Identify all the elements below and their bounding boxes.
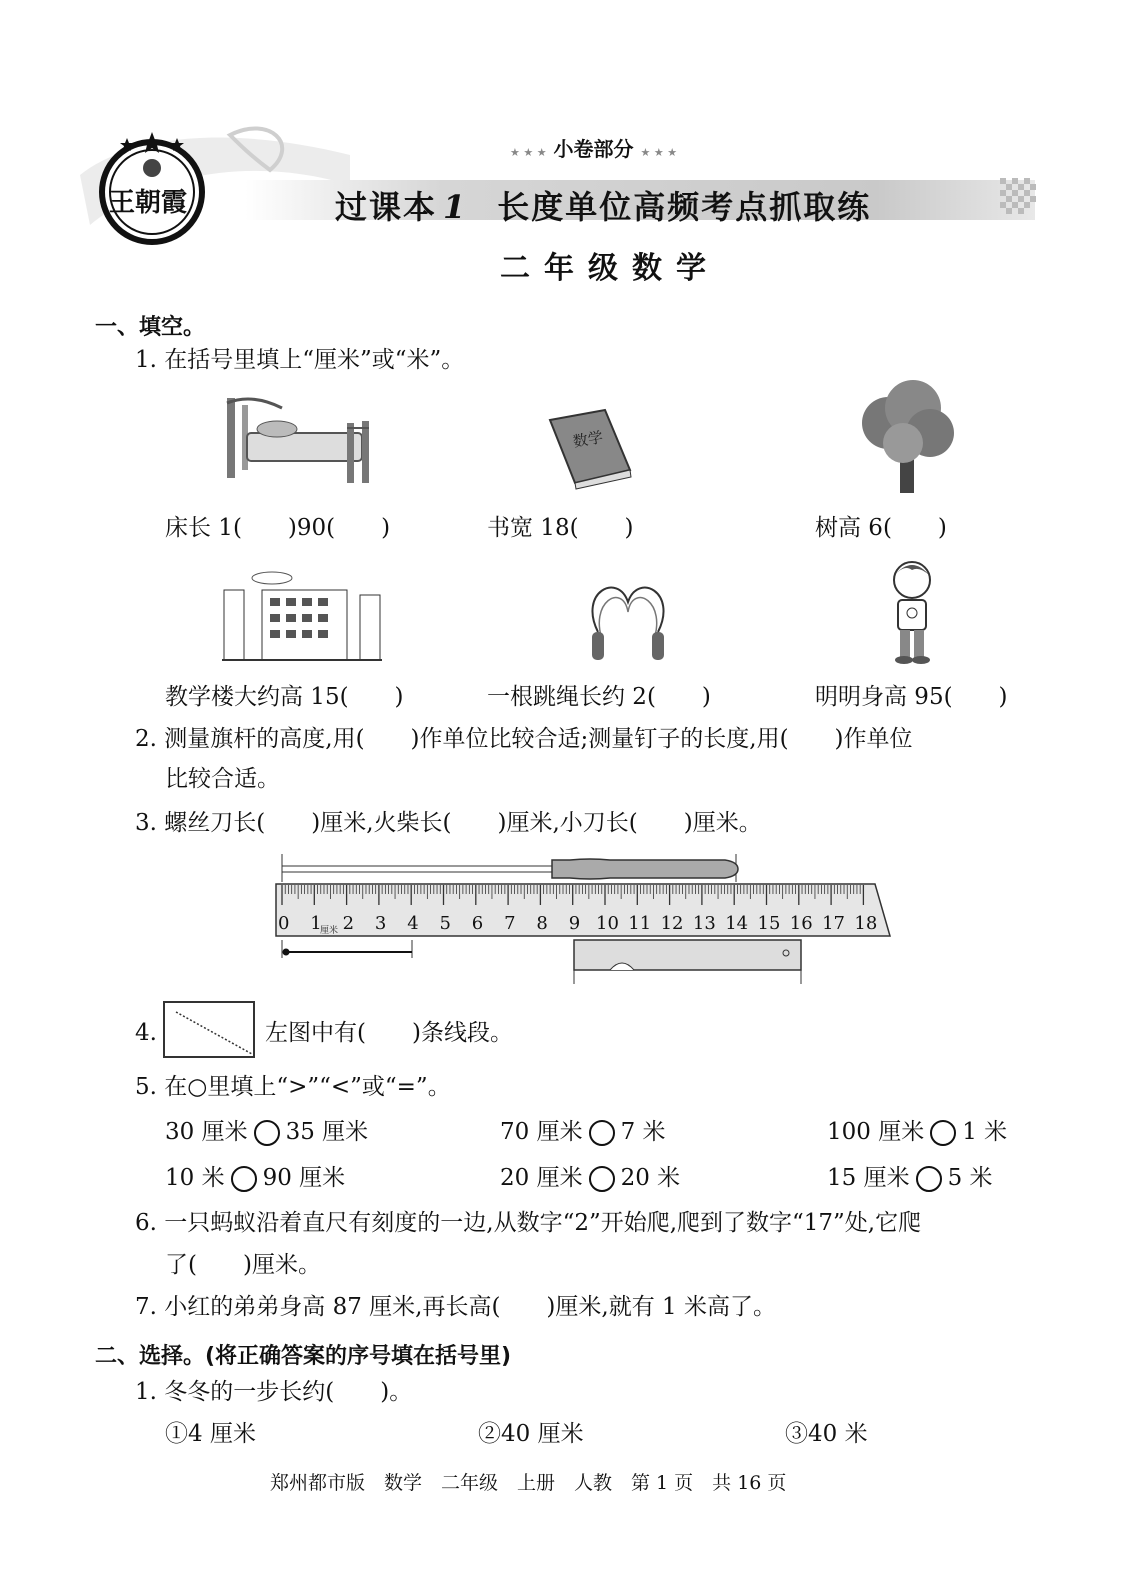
ruler-tick-label: 18 <box>854 913 878 934</box>
page-footer: 郑州都市版 数学 二年级 上册 人教 第 1 页 共 16 页 <box>270 1472 787 1494</box>
screwdriver-icon <box>282 854 738 882</box>
s2-q1-prompt: 1. 冬冬的一步长约( )。 <box>135 1379 413 1405</box>
page-title: 过课本 1 长度单位高频考点抓取练 <box>335 188 872 226</box>
ruler-tick-label: 15 <box>757 913 781 934</box>
compare-circle[interactable] <box>589 1166 615 1192</box>
ruler-figure <box>270 852 895 987</box>
compare-circle[interactable] <box>930 1120 956 1146</box>
q2-line1: 2. 测量旗杆的高度,用( )作单位比较合适;测量钉子的长度,用( )作单位 <box>135 726 913 752</box>
s2-q1-option-3: ③40 米 <box>785 1421 868 1447</box>
q1-prompt: 1. 在括号里填上“厘米”或“米”。 <box>135 347 465 373</box>
logo-text: 王朝霞 <box>109 188 188 218</box>
compare-circle[interactable] <box>254 1120 280 1146</box>
compare-circle[interactable] <box>916 1166 942 1192</box>
ruler-tick-label: 17 <box>822 913 846 934</box>
boy-icon <box>880 558 945 668</box>
s2-q1-option-2: ②40 厘米 <box>478 1421 584 1447</box>
book-icon <box>545 405 635 490</box>
q1-item-boy: 明明身高 95( ) <box>815 684 1008 710</box>
q5-compare-3: 100 厘米 1 米 <box>827 1119 1008 1145</box>
publisher-logo <box>95 130 210 245</box>
ruler-tick-label: 1 <box>310 913 322 934</box>
section1-heading: 一、填空。 <box>95 315 206 340</box>
ruler-tick-label: 14 <box>725 913 749 934</box>
page-subtitle: 二年级数学 <box>500 251 720 286</box>
building-icon <box>222 570 384 665</box>
ruler-tick-label: 6 <box>471 913 484 934</box>
ruler-tick-label: 10 <box>596 913 619 934</box>
compare-circle[interactable] <box>589 1120 615 1146</box>
q5-compare-5: 20 厘米 20 米 <box>500 1165 681 1191</box>
q7-text: 7. 小红的弟弟身高 87 厘米,再长高( )厘米,就有 1 米高了。 <box>135 1294 776 1320</box>
q1-item-bed: 床长 1( )90( ) <box>165 515 391 541</box>
q1-item-tree: 树高 6( ) <box>815 515 947 541</box>
q3-prompt: 3. 螺丝刀长( )厘米,火柴长( )厘米,小刀长( )厘米。 <box>135 810 762 836</box>
section2-heading: 二、选择。(将正确答案的序号填在括号里) <box>95 1344 512 1369</box>
ruler-tick-label: 2 <box>342 913 355 934</box>
knife-icon <box>574 940 801 984</box>
compare-circle[interactable] <box>231 1166 257 1192</box>
q5-prompt: 5. 在○里填上“>”“<”或“=”。 <box>135 1074 451 1100</box>
ruler-tick-label: 16 <box>789 913 813 934</box>
q4-text: 左图中有( )条线段。 <box>265 1020 513 1046</box>
ruler-tick-label: 7 <box>504 913 516 934</box>
ruler-tick-label: 12 <box>660 913 684 934</box>
bed-icon <box>222 393 377 488</box>
q5-compare-6: 15 厘米 5 米 <box>827 1165 993 1191</box>
q2-line2: 比较合适。 <box>165 766 280 792</box>
q5-compare-1: 30 厘米 35 厘米 <box>165 1119 369 1145</box>
section-tag: ★ ★ ★ 小卷部分 ★ ★ ★ <box>510 137 678 161</box>
q6-line1: 6. 一只蚂蚁沿着直尺有刻度的一边,从数字“2”开始爬,爬到了数字“17”处,它爬 <box>135 1210 922 1236</box>
ruler-tick-label: 8 <box>536 913 548 934</box>
tree-icon <box>858 378 958 498</box>
q4-rectangle-figure <box>162 1000 257 1060</box>
ruler-tick-label: 3 <box>374 913 387 934</box>
ruler-tick-label: 0 <box>278 913 290 934</box>
q1-item-book: 书宽 18( ) <box>487 515 634 541</box>
q1-item-rope: 一根跳绳长约 2( ) <box>487 684 711 710</box>
q5-compare-4: 10 米 90 厘米 <box>165 1165 346 1191</box>
ruler-unit-label: 厘米 <box>320 926 339 936</box>
ruler-tick-label: 13 <box>692 913 716 934</box>
ruler-tick-label: 5 <box>439 913 451 934</box>
ruler-tick-label: 9 <box>568 913 581 934</box>
matchstick-icon <box>282 940 412 958</box>
jump-rope-icon <box>578 572 678 667</box>
s2-q1-option-1: ①4 厘米 <box>165 1421 256 1447</box>
q5-compare-2: 70 厘米 7 米 <box>500 1119 666 1145</box>
q1-item-building: 教学楼大约高 15( ) <box>165 684 404 710</box>
q6-line2: 了( )厘米。 <box>165 1252 321 1278</box>
svg-text:数学: 数学 <box>571 428 605 451</box>
ruler-tick-label: 4 <box>407 913 419 934</box>
ruler-tick-label: 11 <box>628 913 652 934</box>
checker-decoration <box>1000 178 1040 222</box>
q4-number: 4. <box>135 1020 157 1046</box>
